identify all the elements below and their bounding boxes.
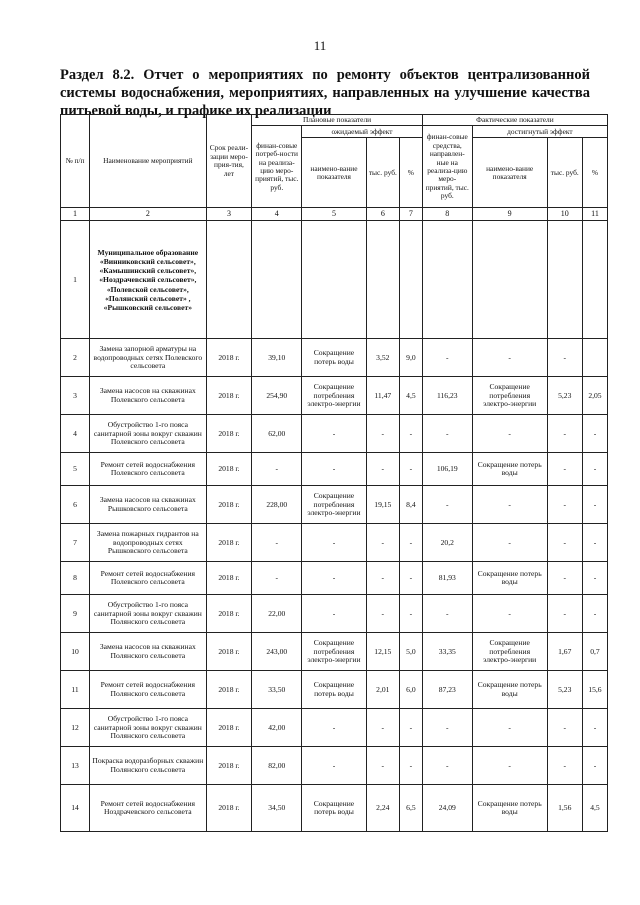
expected-indicator-cell: - xyxy=(302,524,366,562)
municipality-row xyxy=(61,221,608,339)
column-number: 1 xyxy=(61,208,90,221)
row-number: 10 xyxy=(61,633,90,671)
achieved-rub-cell: 5,23 xyxy=(547,377,582,415)
table-row xyxy=(61,785,608,832)
term-cell: 2018 г. xyxy=(206,785,252,832)
activity-name: Замена насосов на скважинах Рышковского сельсовета xyxy=(90,486,206,524)
column-number: 6 xyxy=(366,208,399,221)
table-row xyxy=(61,709,608,747)
achieved-rub-cell: - xyxy=(547,339,582,377)
expected-percent-cell: 9,0 xyxy=(399,339,422,377)
achieved-percent-cell: 0,7 xyxy=(582,633,607,671)
expected-rub-cell: 2,24 xyxy=(366,785,399,832)
actual-funding-cell: - xyxy=(422,339,472,377)
column-number: 7 xyxy=(399,208,422,221)
expected-indicator-cell: - xyxy=(302,562,366,595)
column-number-row xyxy=(61,208,608,221)
planned-funding-cell: - xyxy=(252,562,302,595)
header-expected-effect: ожидаемый эффект xyxy=(302,126,423,138)
activity-name: Обустройство 1-го пояса санитарной зоны вокруг скважин Полянского сельсовета xyxy=(90,709,206,747)
achieved-percent-cell: - xyxy=(582,709,607,747)
row-number: 14 xyxy=(61,785,90,832)
expected-percent-cell: - xyxy=(399,595,422,633)
actual-funding-cell: - xyxy=(422,415,472,453)
achieved-rub-cell: - xyxy=(547,562,582,595)
achieved-rub-cell: - xyxy=(547,453,582,486)
expected-indicator-cell: Сокращение потребления электро-энергии xyxy=(302,486,366,524)
term-cell: 2018 г. xyxy=(206,486,252,524)
expected-indicator-cell: Сокращение потерь воды xyxy=(302,671,366,709)
achieved-percent-cell: 4,5 xyxy=(582,785,607,832)
achieved-indicator-cell: - xyxy=(472,486,547,524)
term-cell: 2018 г. xyxy=(206,633,252,671)
activity-name: Обустройство 1-го пояса санитарной зоны вокруг скважин Полевского сельсовета xyxy=(90,415,206,453)
actual-funding-cell: 24,09 xyxy=(422,785,472,832)
activity-name: Ремонт сетей водоснабжения Полянского сельсовета xyxy=(90,671,206,709)
expected-indicator-cell: Сокращение потерь воды xyxy=(302,339,366,377)
page-number: 11 xyxy=(313,38,327,53)
column-number: 4 xyxy=(252,208,302,221)
achieved-percent-cell: - xyxy=(582,486,607,524)
achieved-rub-cell: - xyxy=(547,486,582,524)
planned-funding-cell: 39,10 xyxy=(252,339,302,377)
achieved-indicator-cell: - xyxy=(472,709,547,747)
planned-funding-cell: 228,00 xyxy=(252,486,302,524)
achieved-rub-cell: 1,56 xyxy=(547,785,582,832)
achieved-indicator-cell: - xyxy=(472,747,547,785)
column-number: 10 xyxy=(547,208,582,221)
header-actual-funding: финан-совые средства, направлен-ные на реализа-цию меро-приятий, тыс. руб. xyxy=(422,126,472,208)
achieved-rub-cell: - xyxy=(547,524,582,562)
expected-percent-cell: 6,5 xyxy=(399,785,422,832)
header-thousand-rub: тыс. руб. xyxy=(366,138,399,208)
row-number: 4 xyxy=(61,415,90,453)
expected-percent-cell: 4,5 xyxy=(399,377,422,415)
header-achieved-effect: достигнутый эффект xyxy=(472,126,607,138)
expected-percent-cell: - xyxy=(399,562,422,595)
header-term: Срок реали-зации меро-прия-тия, лет xyxy=(206,115,252,208)
expected-indicator-cell: - xyxy=(302,709,366,747)
activity-name: Замена запорной арматуры на водопроводных сетях Полевского сельсовета xyxy=(90,339,206,377)
expected-rub-cell: - xyxy=(366,453,399,486)
expected-rub-cell: - xyxy=(366,595,399,633)
expected-rub-cell: - xyxy=(366,562,399,595)
activity-name: Ремонт сетей водоснабжения Полевского сельсовета xyxy=(90,453,206,486)
term-cell: 2018 г. xyxy=(206,595,252,633)
achieved-percent-cell: 15,6 xyxy=(582,671,607,709)
actual-funding-cell: 20,2 xyxy=(422,524,472,562)
term-cell: 2018 г. xyxy=(206,524,252,562)
row-number: 7 xyxy=(61,524,90,562)
column-number: 5 xyxy=(302,208,366,221)
table-row xyxy=(61,377,608,415)
achieved-indicator-cell: - xyxy=(472,339,547,377)
header-planned-funding: финан-совые потреб-ности на реализа-цию меро-приятий, тыс. руб. xyxy=(252,126,302,208)
achieved-indicator-cell: - xyxy=(472,415,547,453)
achieved-rub-cell: - xyxy=(547,709,582,747)
header-indicator-name: наимено-вание показателя xyxy=(302,138,366,208)
header-num: № п/п xyxy=(61,115,90,208)
expected-percent-cell: 6,0 xyxy=(399,671,422,709)
activity-name: Ремонт сетей водоснабжения Ноздрачевского сельсовета xyxy=(90,785,206,832)
term-cell: 2018 г. xyxy=(206,415,252,453)
planned-funding-cell: 22,00 xyxy=(252,595,302,633)
column-number: 2 xyxy=(90,208,206,221)
planned-funding-cell: 82,00 xyxy=(252,747,302,785)
actual-funding-cell: 33,35 xyxy=(422,633,472,671)
expected-percent-cell: - xyxy=(399,747,422,785)
expected-rub-cell: 2,01 xyxy=(366,671,399,709)
term-cell: 2018 г. xyxy=(206,453,252,486)
achieved-rub-cell: - xyxy=(547,747,582,785)
actual-funding-cell: 116,23 xyxy=(422,377,472,415)
planned-funding-cell: 42,00 xyxy=(252,709,302,747)
achieved-rub-cell: 5,23 xyxy=(547,671,582,709)
achieved-rub-cell: - xyxy=(547,595,582,633)
planned-funding-cell: - xyxy=(252,453,302,486)
activity-name: Ремонт сетей водоснабжения Полевского сельсовета xyxy=(90,562,206,595)
expected-indicator-cell: - xyxy=(302,415,366,453)
achieved-percent-cell: - xyxy=(582,415,607,453)
expected-indicator-cell: - xyxy=(302,595,366,633)
table-row xyxy=(61,747,608,785)
achieved-percent-cell: - xyxy=(582,453,607,486)
expected-percent-cell: - xyxy=(399,415,422,453)
column-number: 9 xyxy=(472,208,547,221)
expected-indicator-cell: Сокращение потерь воды xyxy=(302,785,366,832)
header-thousand-rub-actual: тыс. руб. xyxy=(547,138,582,208)
header-indicator-name-actual: наимено-вание показателя xyxy=(472,138,547,208)
table-row xyxy=(61,524,608,562)
expected-rub-cell: 11,47 xyxy=(366,377,399,415)
achieved-percent-cell: - xyxy=(582,562,607,595)
achieved-indicator-cell: Сокращение потребления электро-энергии xyxy=(472,377,547,415)
expected-indicator-cell: Сокращение потребления электро-энергии xyxy=(302,377,366,415)
term-cell: 2018 г. xyxy=(206,747,252,785)
expected-rub-cell: - xyxy=(366,415,399,453)
achieved-indicator-cell: Сокращение потребления электро-энергии xyxy=(472,633,547,671)
expected-percent-cell: - xyxy=(399,709,422,747)
achieved-percent-cell xyxy=(582,339,607,377)
row-number: 13 xyxy=(61,747,90,785)
table-row xyxy=(61,486,608,524)
row-number: 11 xyxy=(61,671,90,709)
header-percent-actual: % xyxy=(582,138,607,208)
row-number: 3 xyxy=(61,377,90,415)
row-number: 1 xyxy=(61,221,90,339)
actual-funding-cell: 106,19 xyxy=(422,453,472,486)
column-number: 3 xyxy=(206,208,252,221)
achieved-indicator-cell: - xyxy=(472,524,547,562)
planned-funding-cell: 62,00 xyxy=(252,415,302,453)
term-cell: 2018 г. xyxy=(206,562,252,595)
header-percent: % xyxy=(399,138,422,208)
actual-funding-cell: - xyxy=(422,486,472,524)
table-row xyxy=(61,562,608,595)
header-planned-group: Плановые показатели xyxy=(252,115,423,126)
term-cell: 2018 г. xyxy=(206,709,252,747)
header-name: Наименование мероприятий xyxy=(90,115,206,208)
term-cell: 2018 г. xyxy=(206,671,252,709)
table-row xyxy=(61,453,608,486)
achieved-indicator-cell: Сокращение потерь воды xyxy=(472,671,547,709)
expected-rub-cell: - xyxy=(366,709,399,747)
column-number: 8 xyxy=(422,208,472,221)
expected-percent-cell: 8,4 xyxy=(399,486,422,524)
table-row xyxy=(61,633,608,671)
achieved-indicator-cell: Сокращение потерь воды xyxy=(472,785,547,832)
expected-rub-cell: - xyxy=(366,524,399,562)
achieved-rub-cell: 1,67 xyxy=(547,633,582,671)
row-number: 9 xyxy=(61,595,90,633)
table-row xyxy=(61,339,608,377)
expected-percent-cell: 5,0 xyxy=(399,633,422,671)
header-actual-group: Фактические показатели xyxy=(422,115,607,126)
table-row xyxy=(61,671,608,709)
term-cell: 2018 г. xyxy=(206,377,252,415)
planned-funding-cell: 33,50 xyxy=(252,671,302,709)
achieved-indicator-cell: - xyxy=(472,595,547,633)
expected-percent-cell: - xyxy=(399,453,422,486)
table-row xyxy=(61,415,608,453)
actual-funding-cell: 81,93 xyxy=(422,562,472,595)
row-number: 8 xyxy=(61,562,90,595)
achieved-indicator-cell: Сокращение потерь воды xyxy=(472,453,547,486)
row-number: 12 xyxy=(61,709,90,747)
achieved-rub-cell: - xyxy=(547,415,582,453)
achieved-percent-cell: 2,05 xyxy=(582,377,607,415)
row-number: 6 xyxy=(61,486,90,524)
section-title: Раздел 8.2. Отчет о мероприятиях по ремонту объектов централизованной системы водоснабжения, мероприятиях, направленных на улучшение качества питьевой воды, и графике их реализации xyxy=(60,67,590,119)
activity-name: Замена пожарных гидрантов на водопроводных сетях Рышковского сельсовета xyxy=(90,524,206,562)
municipality-name: Муниципальное образование «Винниковский сельсовет», «Камышинский сельсовет», «Ноздрачевский сельсовет», «Полевской сельсовет», «Полянский сельсовет» , «Рышковский сельсовет» xyxy=(90,221,206,339)
planned-funding-cell: 254,90 xyxy=(252,377,302,415)
achieved-percent-cell: - xyxy=(582,595,607,633)
expected-indicator-cell: - xyxy=(302,453,366,486)
expected-indicator-cell: Сокращение потребления электро-энергии xyxy=(302,633,366,671)
expected-indicator-cell: - xyxy=(302,747,366,785)
achieved-indicator-cell: Сокращение потерь воды xyxy=(472,562,547,595)
report-table xyxy=(60,114,608,832)
actual-funding-cell: 87,23 xyxy=(422,671,472,709)
expected-percent-cell: - xyxy=(399,524,422,562)
achieved-percent-cell: - xyxy=(582,747,607,785)
planned-funding-cell: 34,50 xyxy=(252,785,302,832)
term-cell: 2018 г. xyxy=(206,339,252,377)
activity-name: Замена насосов на скважинах Полянского сельсовета xyxy=(90,633,206,671)
planned-funding-cell: - xyxy=(252,524,302,562)
achieved-percent-cell: - xyxy=(582,524,607,562)
planned-funding-cell: 243,00 xyxy=(252,633,302,671)
row-number: 5 xyxy=(61,453,90,486)
expected-rub-cell: 12,15 xyxy=(366,633,399,671)
activity-name: Покраска водоразборных скважин Полянского сельсовета xyxy=(90,747,206,785)
expected-rub-cell: - xyxy=(366,747,399,785)
table-row xyxy=(61,595,608,633)
actual-funding-cell: - xyxy=(422,747,472,785)
actual-funding-cell: - xyxy=(422,709,472,747)
activity-name: Обустройство 1-го пояса санитарной зоны вокруг скважин Полянского сельсовета xyxy=(90,595,206,633)
column-number: 11 xyxy=(582,208,607,221)
activity-name: Замена насосов на скважинах Полевского сельсовета xyxy=(90,377,206,415)
row-number: 2 xyxy=(61,339,90,377)
actual-funding-cell: - xyxy=(422,595,472,633)
expected-rub-cell: 3,52 xyxy=(366,339,399,377)
expected-rub-cell: 19,15 xyxy=(366,486,399,524)
